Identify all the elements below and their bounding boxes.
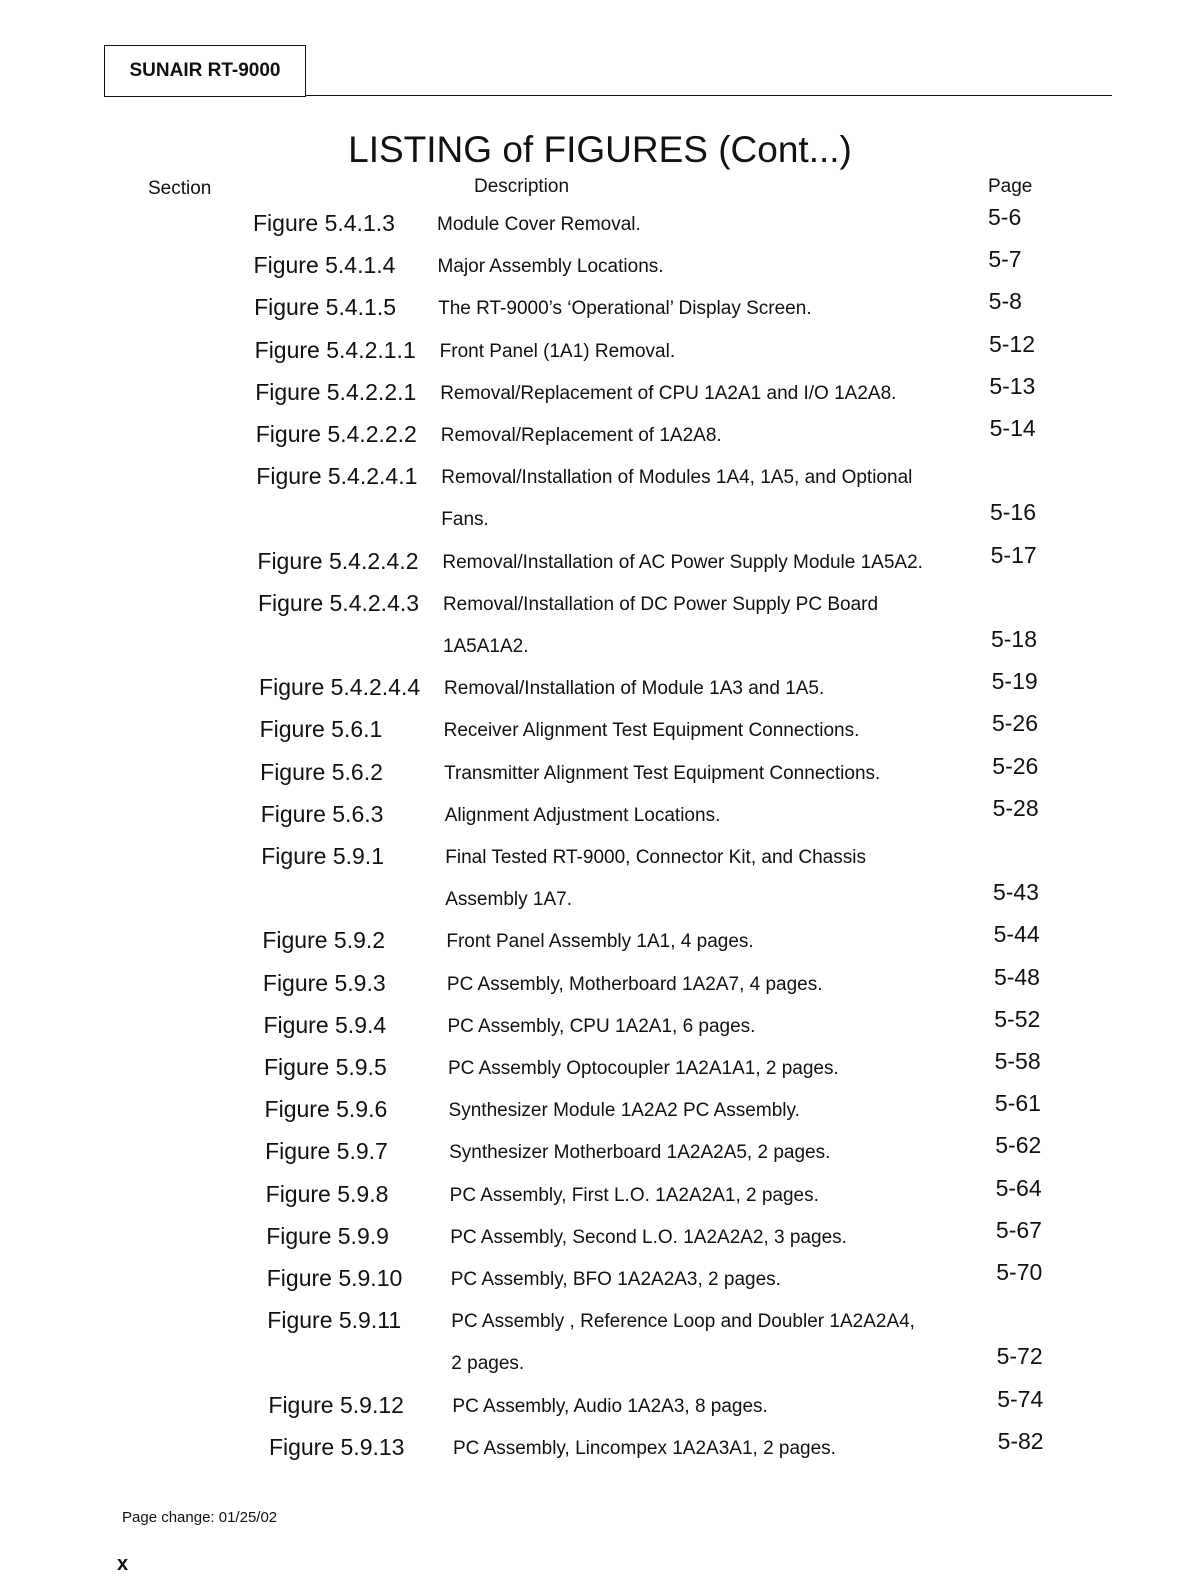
- figure-description: Removal/Replacement of CPU 1A2A1 and I/O 1A2A8.: [440, 382, 897, 404]
- figure-description: PC Assembly , Reference Loop and Doubler 1A2A2A4,: [451, 1311, 915, 1333]
- figure-number: Figure 5.9.7: [265, 1138, 388, 1165]
- figure-entry: [0, 246, 1182, 280]
- figure-entry: [0, 541, 1182, 576]
- figure-entry: [0, 710, 1182, 744]
- figure-number: Figure 5.9.8: [265, 1180, 389, 1207]
- figure-page-number: 5-17: [990, 541, 1037, 568]
- manual-header-label: SUNAIR RT-9000: [104, 45, 306, 97]
- figure-page-number: 5-61: [994, 1090, 1041, 1117]
- figure-entry: [0, 204, 1182, 238]
- figure-description: Final Tested RT-9000, Connector Kit, and Chassis: [445, 847, 866, 868]
- figure-page-number: 5-67: [995, 1216, 1042, 1243]
- figure-number: Figure 5.6.2: [260, 758, 383, 785]
- figure-description-continuation: Assembly 1A7.: [445, 889, 572, 911]
- figure-description: The RT-9000’s ‘Operational’ Display Screen.: [438, 298, 812, 320]
- figure-entry: [0, 752, 1182, 787]
- figure-number: Figure 5.4.2.2.1: [255, 378, 417, 405]
- figure-entry: [0, 1216, 1182, 1251]
- figure-number: Figure 5.4.1.4: [253, 252, 396, 279]
- figure-number: Figure 5.9.4: [263, 1011, 387, 1038]
- figure-description: PC Assembly, CPU 1A2A1, 6 pages.: [447, 1015, 756, 1037]
- figure-page-number: 5-26: [991, 710, 1038, 737]
- figure-number: Figure 5.9.1: [261, 843, 384, 869]
- figure-number: Figure 5.9.10: [266, 1265, 403, 1291]
- figure-entry: [0, 963, 1182, 998]
- figure-description: Receiver Alignment Test Equipment Connections.: [443, 720, 860, 742]
- figure-number: Figure 5.4.2.4.2: [257, 547, 419, 574]
- figure-number: Figure 5.4.2.4.4: [259, 674, 421, 701]
- figure-description: Removal/Installation of DC Power Supply PC Board: [442, 593, 879, 615]
- figure-number: Figure 5.6.1: [259, 716, 383, 743]
- figure-description: PC Assembly, Motherboard 1A2A7, 4 pages.: [446, 973, 823, 995]
- figure-page-number: 5-12: [988, 330, 1036, 357]
- figure-number: Figure 5.9.13: [268, 1433, 405, 1460]
- figure-entry: [0, 588, 1182, 657]
- figure-page-number: 5-16: [989, 499, 1037, 526]
- figure-description: Transmitter Alignment Test Equipment Connections.: [444, 762, 881, 784]
- figure-entry: [0, 1259, 1182, 1293]
- figure-page-number: 5-64: [995, 1174, 1042, 1201]
- page-title: LISTING of FIGURES (Cont...): [348, 129, 852, 170]
- figure-number: Figure 5.6.3: [260, 800, 384, 827]
- figure-entry: [0, 461, 1182, 531]
- figure-page-number: 5-72: [996, 1343, 1043, 1370]
- figure-entry: [0, 372, 1182, 407]
- figure-description: PC Assembly, Audio 1A2A3, 8 pages.: [452, 1395, 768, 1417]
- figure-description: Module Cover Removal.: [437, 214, 641, 235]
- figure-entry: [0, 1174, 1182, 1209]
- page-number: x: [117, 1553, 129, 1575]
- figure-entry: [0, 415, 1182, 449]
- page-change-note: Page change: 01/25/02: [122, 1509, 278, 1526]
- figure-number: Figure 5.9.11: [267, 1307, 402, 1334]
- figure-number: Figure 5.4.2.4.3: [257, 589, 420, 616]
- figure-page-number: 5-19: [991, 668, 1038, 695]
- figure-page-number: 5-6: [988, 204, 1022, 230]
- figure-number: Figure 5.4.2.2.2: [255, 421, 417, 447]
- figure-entry: [0, 841, 1182, 911]
- figure-entry: [0, 1132, 1182, 1166]
- figure-page-number: 5-43: [992, 879, 1039, 906]
- figure-description: Major Assembly Locations.: [437, 256, 664, 278]
- figure-entry: [0, 1048, 1182, 1082]
- figure-entry: [0, 1005, 1182, 1040]
- section-column-header: Section: [148, 178, 212, 199]
- figure-description: PC Assembly, BFO 1A2A2A3, 2 pages.: [450, 1269, 781, 1290]
- figure-number: Figure 5.4.2.4.1: [256, 463, 418, 490]
- figure-description: PC Assembly, Lincompex 1A2A3A1, 2 pages.: [452, 1437, 836, 1459]
- figure-page-number: 5-58: [994, 1048, 1041, 1074]
- figure-number: Figure 5.9.6: [264, 1096, 388, 1123]
- figure-number: Figure 5.4.1.5: [254, 294, 397, 321]
- figure-entry: [0, 1305, 1182, 1375]
- figure-entry: [0, 794, 1182, 829]
- figure-description: Removal/Replacement of 1A2A8.: [440, 425, 722, 446]
- figure-page-number: 5-48: [993, 963, 1040, 990]
- figure-description: PC Assembly, First L.O. 1A2A2A1, 2 pages.: [449, 1184, 819, 1206]
- figure-description: PC Assembly, Second L.O. 1A2A2A2, 3 pages.: [450, 1226, 847, 1248]
- figure-description: Removal/Installation of Module 1A3 and 1A5.: [444, 678, 825, 700]
- figure-page-number: 5-14: [989, 415, 1036, 441]
- header-rule: [306, 95, 1112, 96]
- figure-entry: [0, 1090, 1182, 1124]
- figure-number: Figure 5.4.1.3: [253, 210, 395, 236]
- figure-page-number: 5-13: [989, 372, 1036, 399]
- figure-page-number: 5-28: [992, 794, 1039, 821]
- figure-description: Synthesizer Module 1A2A2 PC Assembly.: [448, 1100, 800, 1122]
- figure-number: Figure 5.9.12: [268, 1391, 404, 1418]
- figure-page-number: 5-8: [988, 288, 1022, 315]
- figure-entry: [0, 288, 1182, 322]
- figure-number: Figure 5.4.2.1.1: [254, 336, 416, 363]
- figure-description: Front Panel Assembly 1A1, 4 pages.: [446, 931, 754, 953]
- figure-entry: [0, 921, 1182, 955]
- figure-page-number: 5-70: [996, 1259, 1043, 1285]
- figure-entry: [0, 1385, 1182, 1420]
- figure-page-number: 5-74: [997, 1385, 1044, 1412]
- figure-entry: [0, 330, 1182, 365]
- figure-page-number: 5-62: [995, 1132, 1042, 1159]
- figure-entry: [0, 668, 1182, 702]
- page-column-header: Page: [988, 176, 1033, 197]
- figure-number: Figure 5.9.9: [266, 1222, 389, 1249]
- figure-page-number: 5-26: [992, 752, 1039, 779]
- figure-page-number: 5-52: [994, 1005, 1041, 1032]
- figure-page-number: 5-82: [997, 1427, 1044, 1454]
- figure-description: Synthesizer Motherboard 1A2A2A5, 2 pages.: [449, 1142, 831, 1164]
- figure-page-number: 5-44: [993, 921, 1040, 948]
- figure-number: Figure 5.9.5: [264, 1054, 387, 1080]
- figure-page-number: 5-18: [990, 625, 1038, 652]
- figure-description: Front Panel (1A1) Removal.: [439, 340, 676, 362]
- figure-description-continuation: 2 pages.: [451, 1353, 525, 1375]
- figure-description: PC Assembly Optocoupler 1A2A1A1, 2 pages.: [448, 1058, 839, 1079]
- figure-description: Alignment Adjustment Locations.: [444, 804, 721, 826]
- figure-description-continuation: Fans.: [441, 509, 489, 531]
- figure-number: Figure 5.9.3: [262, 969, 386, 996]
- figure-description-continuation: 1A5A1A2.: [442, 635, 529, 657]
- description-column-header: Description: [474, 176, 570, 197]
- figure-page-number: 5-7: [988, 246, 1022, 273]
- figure-description: Removal/Installation of AC Power Supply Module 1A5A2.: [442, 551, 923, 573]
- figure-description: Removal/Installation of Modules 1A4, 1A5, and Optional: [441, 467, 913, 489]
- figure-entry: [0, 1427, 1182, 1462]
- figure-number: Figure 5.9.2: [262, 927, 386, 954]
